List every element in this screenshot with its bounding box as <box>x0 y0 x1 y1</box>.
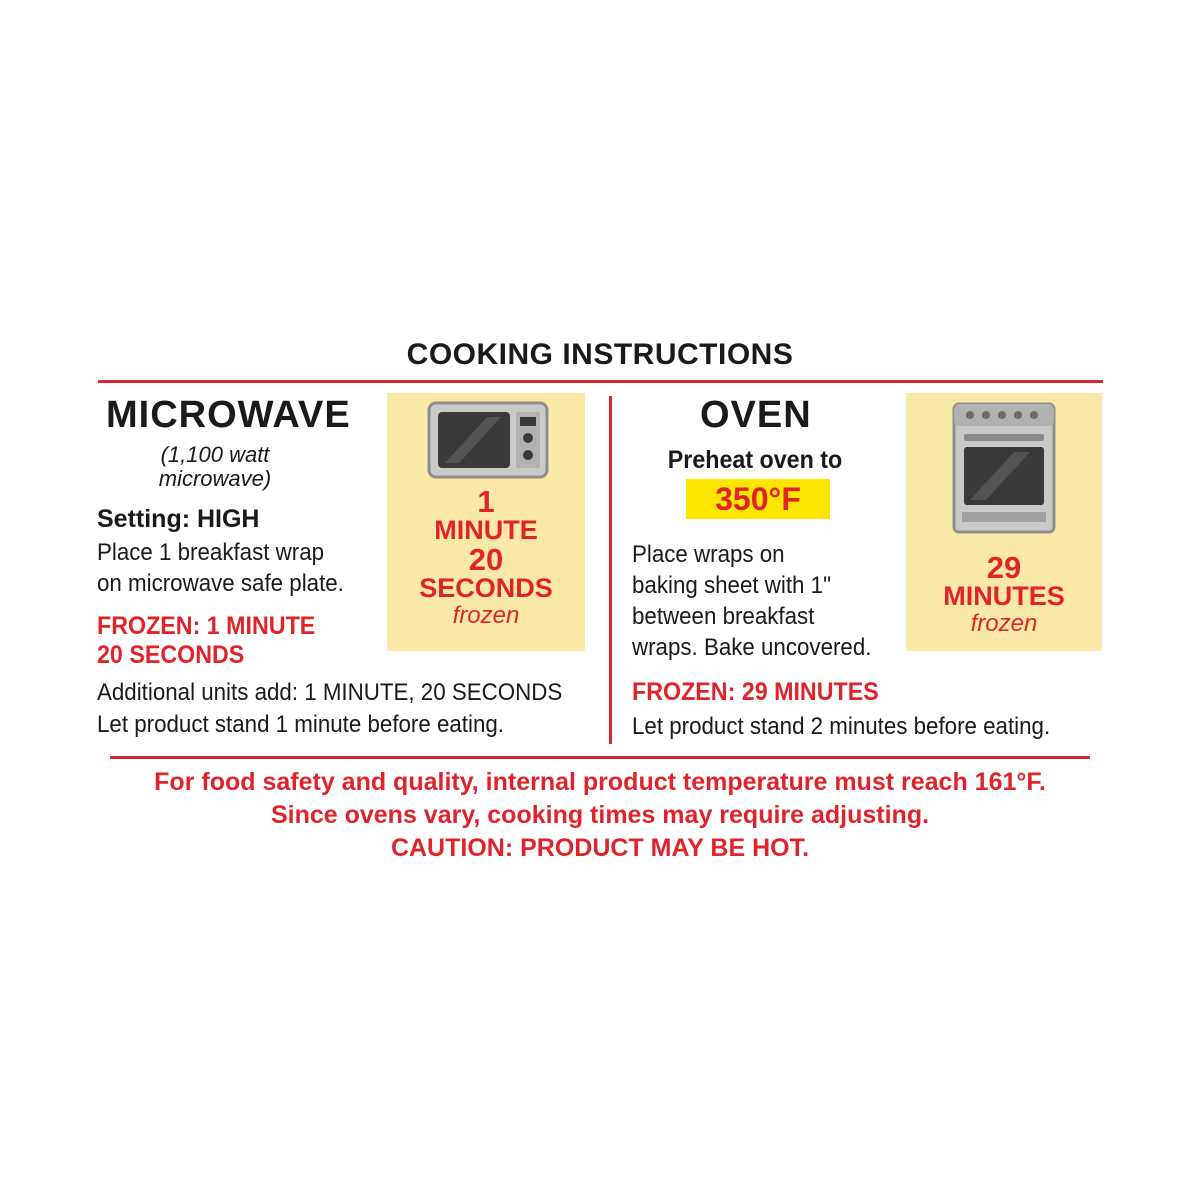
oven-preheat: Preheat oven to <box>667 446 843 474</box>
microwave-heading: MICROWAVE <box>106 394 351 436</box>
oven-instructions <box>632 539 871 663</box>
top-divider <box>98 380 1103 383</box>
center-divider <box>609 396 612 744</box>
instruction-line: baking sheet with 1" <box>632 572 832 599</box>
microwave-wattage <box>140 443 290 491</box>
oven-temperature-badge: 350°F <box>686 479 830 519</box>
microwave-time-minutes: 1 <box>477 484 495 519</box>
instruction-line: on microwave safe plate. <box>97 570 344 597</box>
oven-heading: OVEN <box>700 394 812 436</box>
microwave-time-seconds-label: SECONDS <box>419 573 553 603</box>
oven-time-qualifier: frozen <box>970 610 1038 637</box>
microwave-time-minute-label: MINUTE <box>434 515 538 545</box>
microwave-icon <box>427 401 549 486</box>
oven-icon <box>952 402 1056 541</box>
wattage-line-1: (1,100 watt <box>160 442 270 467</box>
oven-stand-time: Let product stand 2 minutes before eating. <box>632 713 1051 740</box>
oven-time-box <box>906 393 1102 651</box>
bottom-divider <box>110 756 1090 759</box>
microwave-setting: Setting: HIGH <box>97 505 260 533</box>
footer-safety <box>0 766 1200 865</box>
footer-caution: CAUTION: PRODUCT MAY BE HOT. <box>390 834 810 862</box>
microwave-additional-units: Additional units add: 1 MINUTE, 20 SECONDS <box>97 679 563 706</box>
frozen-line-1: FROZEN: 1 MINUTE <box>97 612 316 640</box>
footer-line-1: For food safety and quality, internal product temperature must reach 161°F. <box>154 768 1046 796</box>
microwave-instructions <box>97 537 344 599</box>
oven-frozen-time: FROZEN: 29 MINUTES <box>632 678 879 706</box>
wattage-line-2: microwave) <box>158 466 272 491</box>
microwave-stand-time: Let product stand 1 minute before eating. <box>97 711 504 738</box>
oven-time-minutes-label: MINUTES <box>943 581 1065 611</box>
microwave-time-box <box>387 393 585 651</box>
page-title: COOKING INSTRUCTIONS <box>406 338 794 371</box>
frozen-line-2: 20 SECONDS <box>97 641 245 669</box>
instruction-line: Place wraps on <box>632 541 785 568</box>
instruction-line: wraps. Bake uncovered. <box>632 634 872 661</box>
microwave-time-qualifier: frozen <box>452 602 520 629</box>
microwave-frozen-time <box>97 612 315 670</box>
oven-time-minutes: 29 <box>986 550 1022 585</box>
microwave-time-seconds: 20 <box>468 542 504 577</box>
instruction-line: Place 1 breakfast wrap <box>97 539 325 566</box>
instruction-line: between breakfast <box>632 603 815 630</box>
footer-line-2: Since ovens vary, cooking times may require adjusting. <box>270 801 930 829</box>
